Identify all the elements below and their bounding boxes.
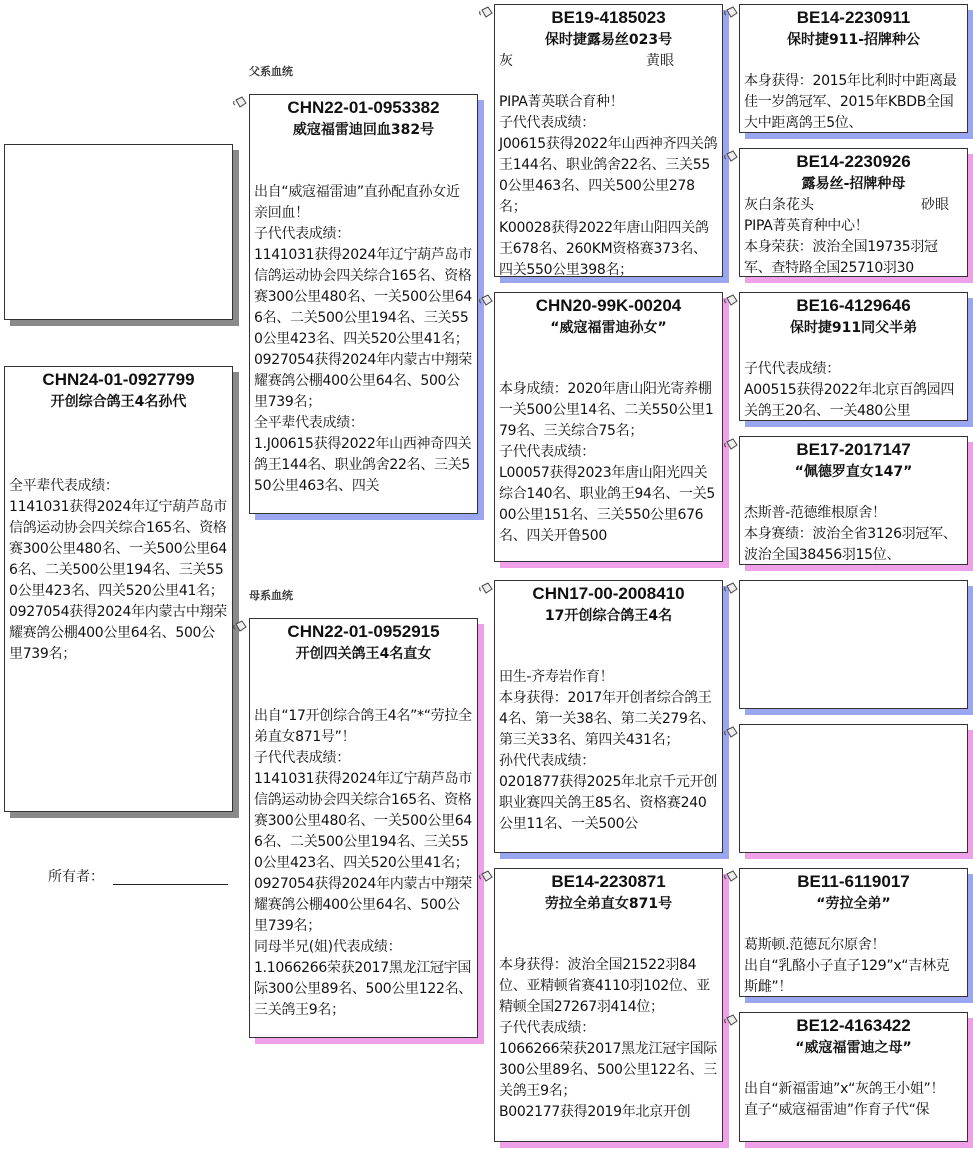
maternal-line-label: 母系血统 [249,589,293,602]
ring-number: BE17-2017147 [796,440,911,459]
paint-bucket-icon[interactable] [724,5,738,19]
ring-number: BE11-6119017 [797,872,910,891]
paternal-line-label: 父系血统 [249,65,293,78]
pigeon-name: “劳拉全弟” [816,896,891,912]
pigeon-notes: 葛斯顿.范德瓦尔原舍！ 出自“乳酪小子直子129”x“吉林克斯雌”！ [744,937,950,995]
sire-card[interactable] [249,94,478,514]
dam-sire-card[interactable] [494,580,723,853]
paint-bucket-icon[interactable] [724,869,738,883]
pigeon-notes: 出自“威寇福雷迪”直孙配直孙女近亲回血！ 子代代表成绩： 1141031获得2024年辽宁葫芦岛市信鸽运动协会四关综合165名、资格赛300公里480名、一关500公里646名、二关500公里194名、三关550公里423名、四关520公里41名； 0927054获得2024年内蒙古中翔荣耀赛鸽公棚400公里64名、500公里739名； 全平辈代表成绩： 1.J00615获得2022年山西神奇四关鸽王144名、职业鸽舍22名、三关550公里463名、四关 [254,184,472,494]
feather-color: 灰白条花头 [744,197,814,213]
owner-label: 所有者： [48,869,104,885]
ring-number: CHN22-01-0953382 [287,98,440,117]
pigeon-name: 威寇福雷迪回血382号 [292,122,435,138]
paint-bucket-icon[interactable] [724,1013,738,1027]
feather-color: 灰 [499,53,513,69]
ring-number: BE14-2230926 [796,152,911,171]
sds-card[interactable] [739,292,968,421]
paint-bucket-icon[interactable] [233,619,247,633]
pigeon-name: 开创综合鸽王4名孙代 [50,394,187,410]
pigeon-notes: 出自“17开创综合鸽王4名”*“劳拉全弟直女871号”！ 子代代表成绩： 1141031获得2024年辽宁葫芦岛市信鸽运动协会四关综合165名、资格赛300公里480名、一关500公里646名、二关500公里194名、三关550公里423名、四关520公里41名； 0927054获得2024年内蒙古中翔荣耀赛鸽公棚400公里64名、500公里739名； 同母半兄(姐)代表成绩： 1.1066266荣获2017黑龙江冠宇国际300公里89名、500公里122名、三关鸽王9名； [254,708,472,1018]
sdd-card[interactable] [739,436,968,565]
eye-color: 砂眼 [921,197,949,213]
pigeon-name: 露易丝-招牌种母 [801,176,906,192]
pigeon-notes: 本身获得：波治全国21522羽84位、亚精顿省赛4110羽102位、亚精顿全国27267羽414位； 子代代表成绩： 1066266荣获2017黑龙江冠宇国际300公里89名、500公里122名、三关鸽王9名； B002177获得2019年北京开创 [499,957,717,1120]
pigeon-name: 保时捷露易丝023号 [544,32,673,48]
pigeon-name: 17开创综合鸽王4名 [544,608,673,624]
ssd-card[interactable] [739,148,968,277]
pigeon-notes: 全平辈代表成绩： 1141031获得2024年辽宁葫芦岛市信鸽运动协会四关综合165名、资格赛300公里480名、一关500公里646名、二关500公里194名、三关550公里423名、四关520公里41名； 0927054获得2024年内蒙古中翔荣耀赛鸽公棚400公里64名、500公里739名； [9,478,227,662]
ring-number: CHN17-00-2008410 [532,584,685,603]
pigeon-name: 保时捷911同父半弟 [789,320,918,336]
ring-number: CHN24-01-0927799 [42,370,195,389]
owner-field[interactable] [113,884,228,885]
paint-bucket-icon[interactable] [724,581,738,595]
paint-bucket-icon[interactable] [479,5,493,19]
paint-bucket-icon[interactable] [479,293,493,307]
paint-bucket-icon[interactable] [479,869,493,883]
dam-dam-card[interactable] [494,868,723,1142]
pigeon-notes: 本身获得：2015年比利时中距离最佳一岁鸽冠军、2015年KBDB全国大中距离鸽王5位、 [744,73,957,131]
sire-sire-card[interactable] [494,4,723,277]
paint-bucket-icon[interactable] [724,437,738,451]
sire-dam-card[interactable] [494,292,723,562]
paint-bucket-icon[interactable] [724,725,738,739]
ring-number: BE16-4129646 [796,296,911,315]
pigeon-notes: 田生-齐寿岩作育！ 本身获得：2017年开创者综合鸽王4名、第一关38名、第二关279名、第三关33名、第四关431名； 孙代代表成绩： 0201877获得2025年北京千元开创职业赛四关鸽王85名、资格赛240公里11名、一关500公 [499,669,717,832]
dds-card[interactable] [739,868,968,997]
ddd-card[interactable] [739,1012,968,1142]
pigeon-name: “威寇福雷迪之母” [795,1040,912,1056]
pigeon-name: “威寇福雷迪孙女” [550,320,667,336]
pigeon-notes: PIPA菁英联合育种！ 子代代表成绩： J00615获得2022年山西神齐四关鸽王144名、职业鸽舍22名、三关550公里463名、四关500公里278名； K00028获得2022年唐山阳四关鸽王678名、260KM资格赛373名、四关550公里398名； [499,94,718,277]
paint-bucket-icon[interactable] [233,95,247,109]
pigeon-name: 保时捷911-招牌种公 [786,32,921,48]
pigeon-notes: 子代代表成绩： A00515获得2022年北京百鸽园四关鸽王20名、一关480公里 [744,361,955,419]
eye-color: 黄眼 [646,53,674,69]
subject-pigeon-card[interactable] [4,366,233,812]
ring-number: BE12-4163422 [796,1016,911,1035]
pigeon-name: 开创四关鸽王4名直女 [295,646,432,662]
paint-bucket-icon[interactable] [724,149,738,163]
pigeon-name: “佩德罗直女147” [794,464,913,480]
pigeon-notes: 出自“新福雷迪”x“灰鸽王小姐”！ 直子“威寇福雷迪”作育子代“保 [744,1081,945,1118]
paint-bucket-icon[interactable] [724,293,738,307]
dsd-card-empty[interactable] [739,724,968,853]
sire-connector [478,100,483,520]
ring-number: BE14-2230911 [796,8,911,27]
pigeon-name: 劳拉全弟直女871号 [544,896,673,912]
pigeon-notes: 杰斯普-范德维根原舍！ 本身赛绩：波治全省3126羽冠军、波治全国38456羽15位、 [744,505,957,563]
sss-card[interactable] [739,4,968,133]
ring-number: BE14-2230871 [551,872,666,891]
photo-placeholder[interactable] [4,144,233,320]
ring-number: CHN20-99K-00204 [535,296,682,315]
ring-number: BE19-4185023 [551,8,666,27]
pigeon-notes: PIPA菁英育种中心！ 本身荣获：波治全国19735羽冠军、查特路全国25710羽30 [744,218,938,276]
dam-connector [478,624,483,1044]
pigeon-notes: 本身成绩：2020年唐山阳光寄养棚一关500公里14名、二关550公里179名、三关综合75名； 子代代表成绩： L00057获得2023年唐山阳光四关综合140名、职业鸽王94名、一关500公里151名、三关550公里676名、四关开鲁500 [499,381,716,544]
ring-number: CHN22-01-0952915 [287,622,440,641]
dam-card[interactable] [249,618,478,1038]
paint-bucket-icon[interactable] [479,581,493,595]
dss-card-empty[interactable] [739,580,968,709]
